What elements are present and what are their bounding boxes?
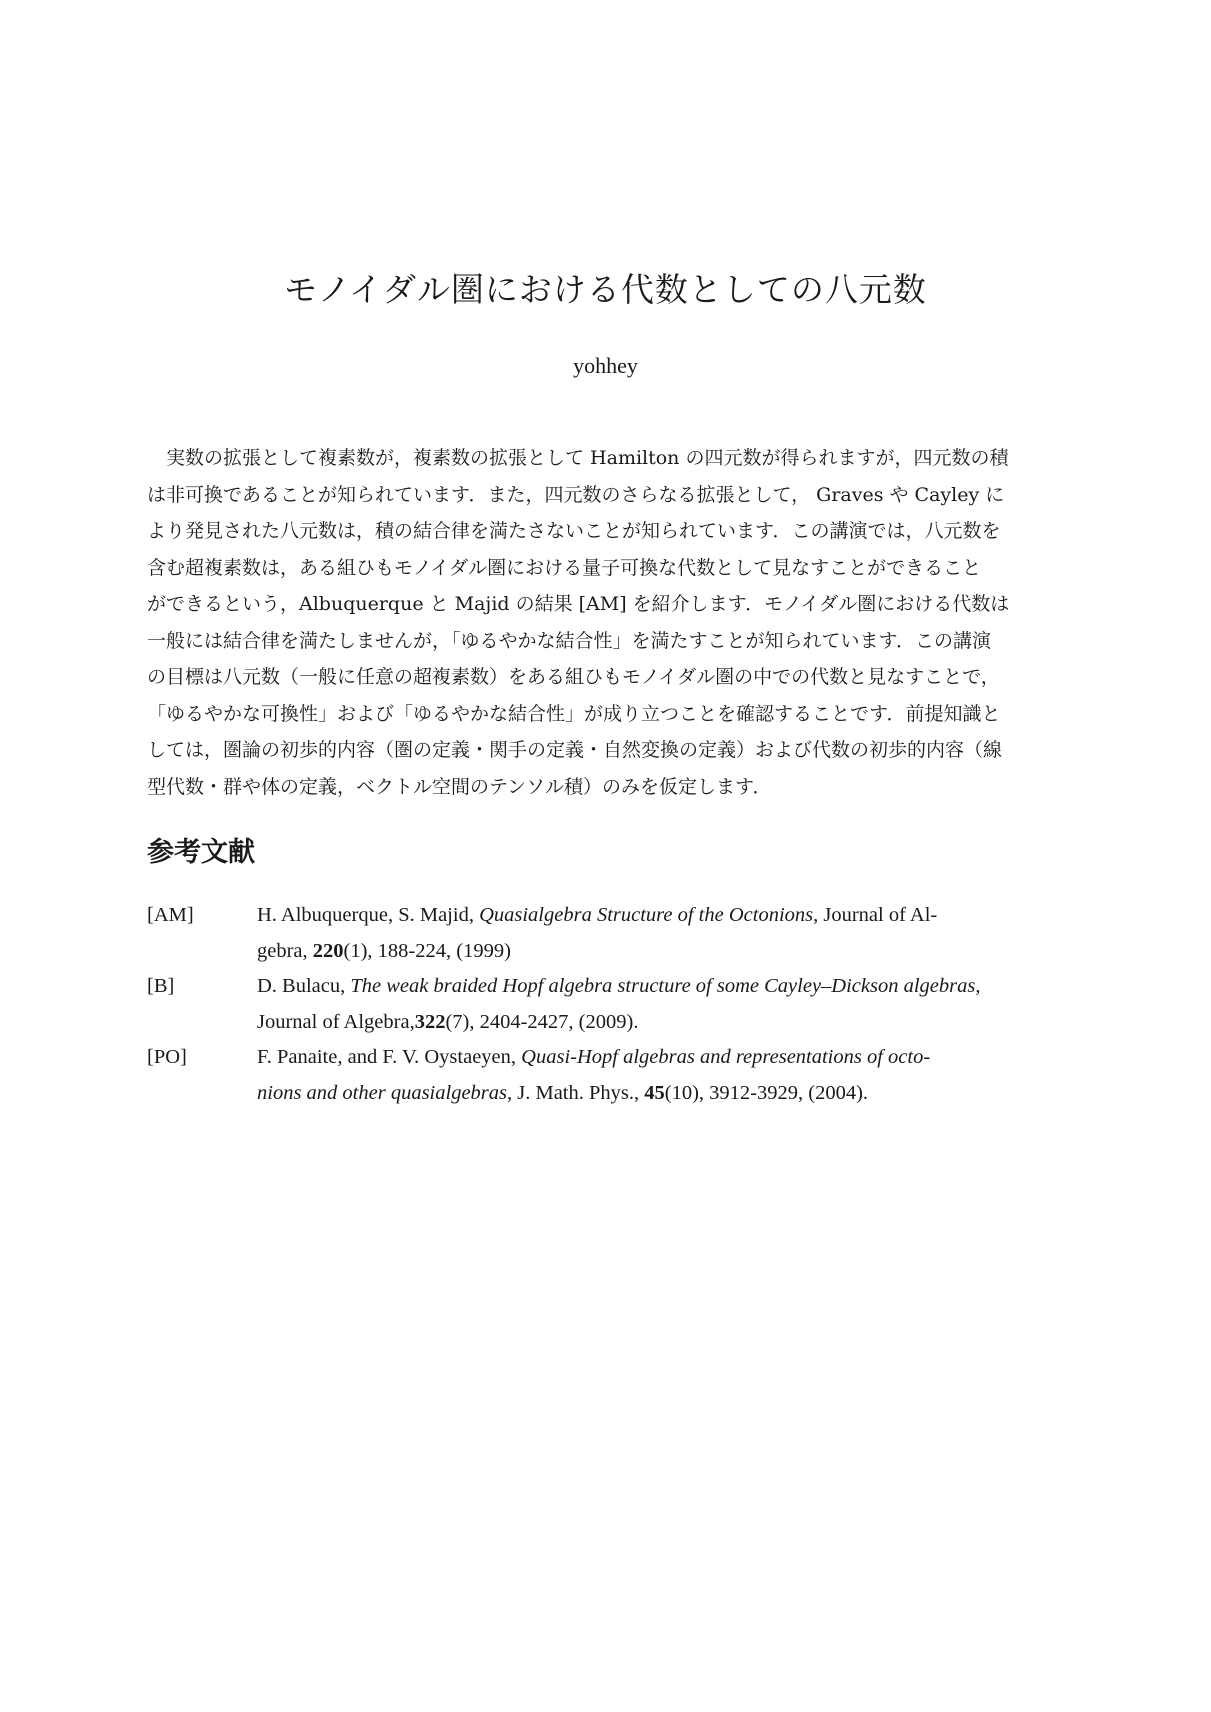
abstract-line: の目標は八元数（一般に任意の超複素数）をある組ひもモノイダル圏の中での代数と見なすことで， [147, 666, 1000, 688]
reference-details: (7), 2404-2427, (2009). [445, 1010, 639, 1033]
reference-volume: 45 [644, 1081, 665, 1104]
reference-item [147, 898, 1075, 969]
reference-line [257, 1005, 1075, 1041]
abstract-line: しては，圏論の初歩的内容（圏の定義・関手の定義・自然変換の定義）および代数の初歩的内容（線 [147, 739, 1003, 761]
reference-key: [AM] [147, 904, 194, 926]
abstract-line: 一般には結合律を満たしませんが，「ゆるやかな結合性」を満たすことが知られています．この講演 [147, 629, 991, 652]
reference-journal: Journal of Algebra, [257, 1010, 415, 1033]
abstract-line: は非可換であることが知られています．また，四元数のさらなる拡張として， Graves や Cayley に [147, 483, 1005, 506]
reference-volume: 322 [414, 1010, 446, 1033]
reference-line [257, 1040, 1075, 1076]
reference-body [257, 969, 1075, 1040]
abstract-line: 「ゆるやかな可換性」および「ゆるやかな結合性」が成り立つことを確認することです．前提知識と [147, 702, 1001, 725]
references-list [147, 898, 1075, 1111]
abstract-line: より発見された八元数は，積の結合律を満たさないことが知られています．この講演では，八元数を [147, 520, 1001, 542]
reference-journal: , [975, 975, 981, 997]
reference-line [257, 934, 1075, 970]
reference-key: [B] [147, 975, 175, 997]
abstract-line: ができるという，Albuquerque と Majid の結果 [AM] を紹介します．モノイダル圏における代数は [147, 593, 1010, 615]
reference-title: Quasi-Hopf algebras and representations of octo- [521, 1046, 931, 1068]
reference-authors: H. Albuquerque, S. Majid, [257, 904, 480, 926]
reference-journal: gebra, [257, 939, 313, 962]
reference-line [257, 898, 1075, 934]
reference-body [257, 1040, 1075, 1111]
abstract-line: 実数の拡張として複素数が，複素数の拡張として Hamilton の四元数が得られますが，四元数の積 [166, 447, 1009, 469]
reference-authors: D. Bulacu, [257, 975, 351, 997]
reference-title: nions and other quasialgebras [257, 1081, 507, 1104]
reference-journal: , Journal of Al- [813, 904, 938, 926]
reference-body [257, 898, 1075, 969]
reference-line [257, 1076, 1075, 1112]
reference-details: (10), 3912-3929, (2004). [664, 1081, 869, 1104]
reference-item [147, 1040, 1075, 1111]
abstract-line: 含む超複素数は，ある組ひもモノイダル圏における量子可換な代数として見なすことができること [147, 556, 982, 579]
abstract-line: 型代数・群や体の定義，ベクトル空間のテンソル積）のみを仮定します． [147, 775, 772, 798]
reference-volume: 220 [312, 939, 344, 962]
references-heading: 参考文献 [147, 837, 255, 868]
abstract [147, 440, 1075, 805]
reference-details: (1), 188-224, (1999) [343, 939, 511, 962]
reference-title: The weak braided Hopf algebra structure of some Cayley–Dickson algebras [350, 975, 976, 997]
author-name: yohhey [573, 353, 638, 378]
reference-title: Quasialgebra Structure of the Octonions [479, 904, 814, 926]
reference-journal: , J. Math. Phys., [507, 1081, 645, 1104]
reference-line [257, 969, 1075, 1005]
reference-item [147, 969, 1075, 1040]
reference-authors: F. Panaite, and F. V. Oystaeyen, [257, 1046, 522, 1068]
reference-key: [PO] [147, 1046, 187, 1068]
paper-title: モノイダル圏における代数としての八元数 [284, 270, 927, 309]
